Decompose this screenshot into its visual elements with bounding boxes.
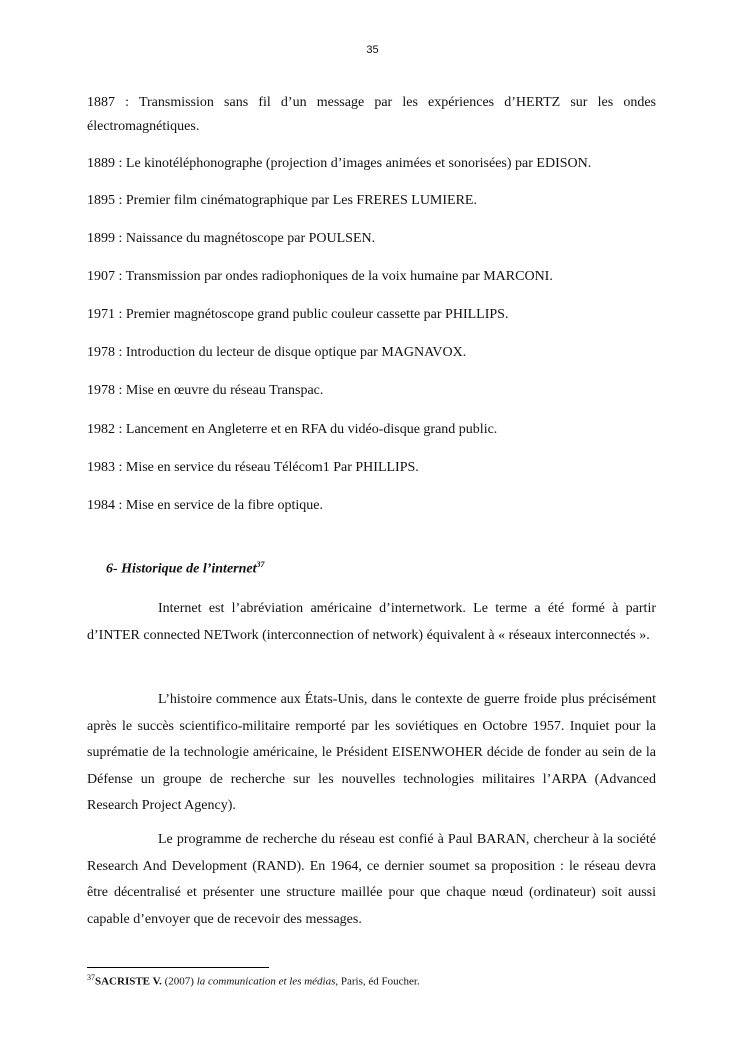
chronology-item: 1971 : Premier magnétoscope grand public couleur cassette par PHILLIPS.: [87, 307, 509, 322]
footnote-separator: [87, 967, 269, 968]
paragraph: Internet est l’abréviation américaine d’internetwork. Le terme a été formé à partir d’INTER connected NETwork (interconnection of network) équivalent à « réseaux interconnectés ».: [87, 601, 656, 643]
chronology-item: 1899 : Naissance du magnétoscope par POULSEN.: [87, 231, 376, 246]
footnote-publisher: , Paris, éd Foucher.: [335, 975, 420, 988]
chronology-item: 1889 : Le kinotéléphonographe (projection d’images animées et sonorisées) par EDISON.: [87, 156, 592, 171]
chronology-item: 1887 : Transmission sans fil d’un message par les expériences d’HERTZ sur les ondes électromagnétiques.: [87, 95, 656, 134]
chronology-item: 1895 : Premier film cinématographique par Les FRERES LUMIERE.: [87, 193, 477, 208]
chronology-item: 1978 : Introduction du lecteur de disque optique par MAGNAVOX.: [87, 345, 467, 360]
footnote-ref: 37: [256, 560, 265, 569]
chronology-item: 1984 : Mise en service de la fibre optique.: [87, 498, 323, 513]
chronology-item: 1982 : Lancement en Angleterre et en RFA du vidéo-disque grand public.: [87, 422, 498, 437]
section-heading: [106, 560, 265, 578]
section-heading-text: 6- Historique de l’internet: [106, 561, 257, 577]
footnote: [87, 973, 420, 988]
chronology-item: 1983 : Mise en service du réseau Télécom1 Par PHILLIPS.: [87, 460, 419, 475]
footnote-number: 37: [87, 973, 95, 982]
chronology-item: 1978 : Mise en œuvre du réseau Transpac.: [87, 383, 324, 398]
footnote-year: (2007): [161, 975, 197, 988]
paragraph: Le programme de recherche du réseau est confié à Paul BARAN, chercheur à la société Research And Development (RAND). En 1964, ce dernier soumet sa proposition : le réseau devra être décentralisé et présenter une structure maillée pour que chaque nœud (ordinateur) soit aussi capable d’envoyer que de recevoir des messages.: [87, 832, 656, 927]
footnote-author: SACRISTE V.: [95, 975, 162, 988]
footnote-title: la communication et les médias: [196, 975, 336, 988]
paragraph: L’histoire commence aux États-Unis, dans le contexte de guerre froide plus précisément après le succès scientifico-militaire remporté par les soviétiques en Octobre 1957. Inquiet pour la suprématie de la technologie américaine, le Président EISENWOHER décide de fonder au sein de la Défense un groupe de recherche sur les nouvelles technologies militaires l’ARPA (Advanced Research Project Agency).: [87, 692, 656, 813]
page-number: 35: [366, 44, 379, 56]
chronology-item: 1907 : Transmission par ondes radiophoniques de la voix humaine par MARCONI.: [87, 269, 553, 284]
